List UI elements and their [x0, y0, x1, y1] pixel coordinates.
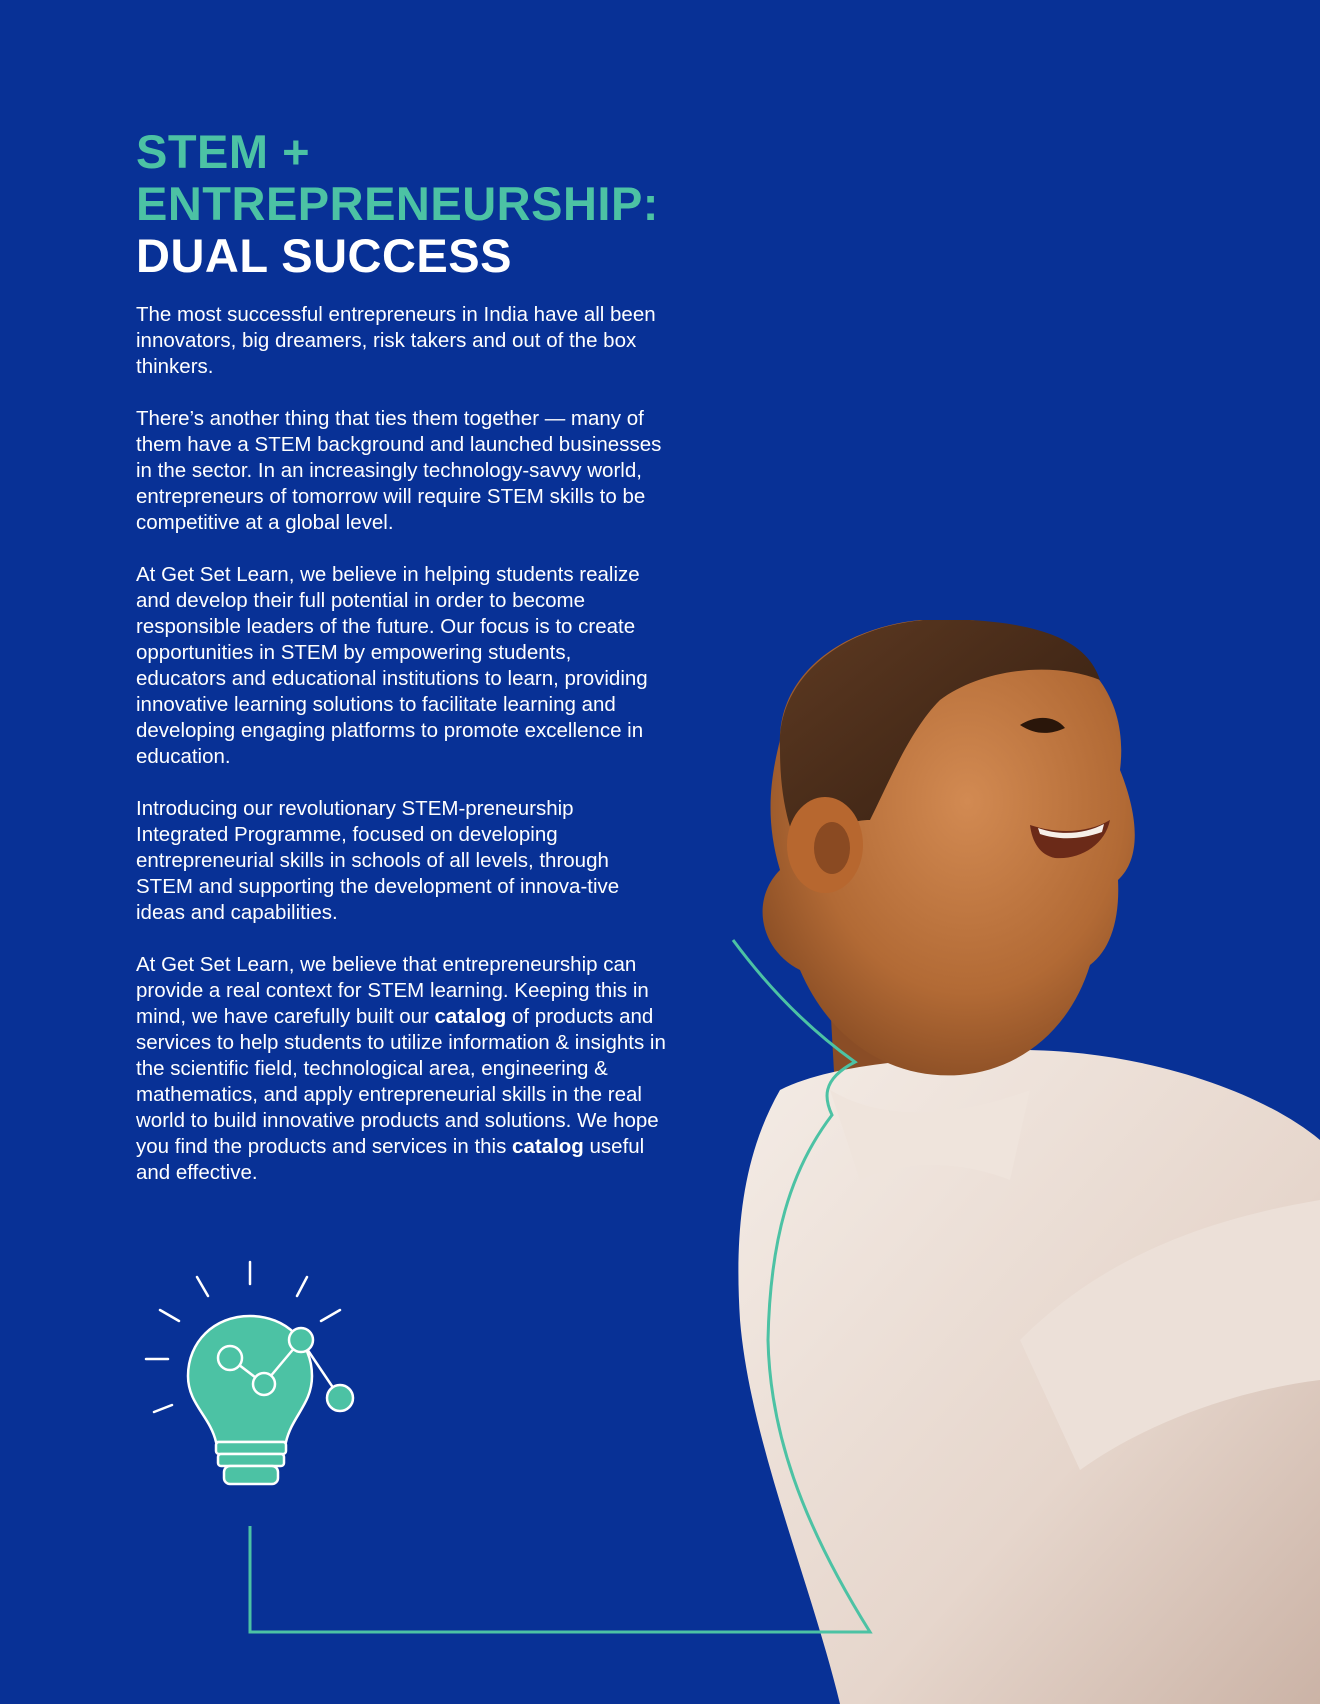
lightbulb-network-icon	[136, 1250, 376, 1500]
paragraph-catalog-part-2: of products and services to help students to utilize information & insights in the scientific field, technological area, engineering & mathematics, and apply entrepreneurial skills in the real world to build innovative products and solutions. We hope you find the products and services in this	[136, 1005, 666, 1158]
title-line-stem: STEM +	[136, 125, 311, 178]
title-line-entrepreneurship: ENTREPRENEURSHIP:	[136, 177, 659, 230]
paragraph-stem-background: There’s another thing that ties them together — many of them have a STEM background and launched businesses in the sector. In an increasingly technology-savvy world, entrepreneurs of tomorrow will require STEM skills to be competitive at a global level.	[136, 407, 662, 534]
catalog-word: catalog	[434, 1005, 507, 1028]
paragraph-get-set-learn-mission: At Get Set Learn, we believe in helping students realize and develop their full potential in order to become responsible leaders of the future. Our focus is to create opportunities in STEM by empowering students, educators and educational institutions to learn, providing innovative learning solutions to facilitate learning and developing engaging platforms to promote excellence in education.	[136, 563, 648, 768]
paragraph-stem-preneurship: Introducing our revolutionary STEM-preneurship Integrated Programme, focused on developing entrepreneurial skills in schools of all levels, through STEM and supporting the development of innova-tive ideas and capabilities.	[136, 797, 620, 924]
paragraph-intro: The most successful entrepreneurs in India have all been innovators, big dreamers, risk takers and out of the box thinkers.	[136, 303, 656, 378]
paragraph-catalog-part-1: At Get Set Learn, we believe that entrepreneurship can provide a real context for STEM learning. Keeping this in mind, we have carefully built our	[136, 953, 649, 1028]
title-line-dual-success: DUAL SUCCESS	[136, 229, 512, 282]
paragraph-catalog-part-3: useful and effective.	[136, 1135, 645, 1184]
catalog-word: catalog	[512, 1135, 584, 1158]
